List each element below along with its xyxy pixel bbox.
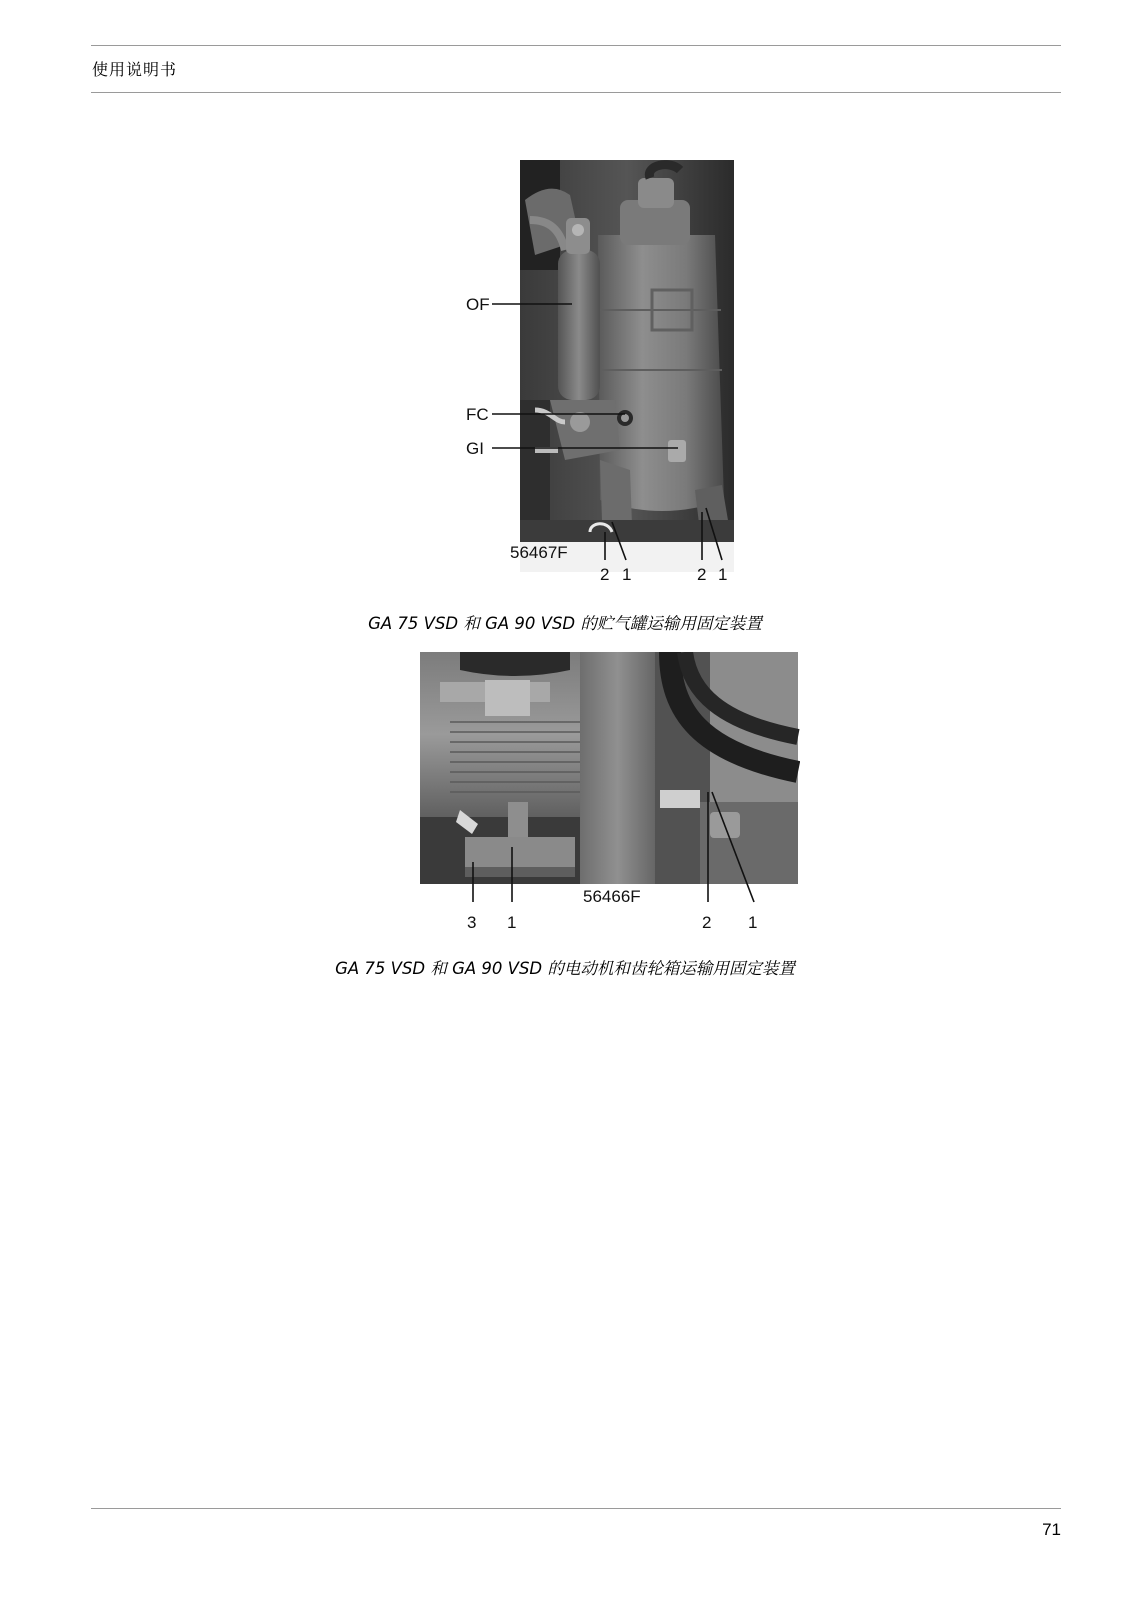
figure2-callout: 1 bbox=[507, 913, 517, 932]
figure1-image-code: 56467F bbox=[510, 543, 568, 562]
header-bottom-rule bbox=[91, 92, 1061, 93]
figure1-callout: 2 bbox=[600, 565, 610, 584]
figure1-callout: 1 bbox=[718, 565, 728, 584]
page-number: 71 bbox=[1042, 1520, 1061, 1539]
figure2-callout: 1 bbox=[748, 913, 758, 932]
figure1-callout: 1 bbox=[622, 565, 632, 584]
label-fc: FC bbox=[466, 405, 489, 424]
air-receiver-photo bbox=[440, 160, 800, 600]
figure2-image-code: 56466F bbox=[583, 887, 641, 906]
label-gi: GI bbox=[466, 439, 484, 458]
footer-rule bbox=[91, 1508, 1061, 1509]
figure-air-receiver bbox=[440, 160, 800, 600]
header-title: 使用说明书 bbox=[92, 60, 178, 79]
figure2-callout: 2 bbox=[702, 913, 712, 932]
figure2-callout: 3 bbox=[467, 913, 477, 932]
motor-gearbox-photo bbox=[420, 652, 800, 942]
figure1-callout: 2 bbox=[697, 565, 707, 584]
figure2-caption: GA 75 VSD 和 GA 90 VSD 的电动机和齿轮箱运输用固定装置 bbox=[335, 959, 795, 978]
header-top-rule bbox=[91, 45, 1061, 46]
figure-motor-gearbox bbox=[420, 652, 800, 942]
label-of: OF bbox=[466, 295, 490, 314]
figure1-caption: GA 75 VSD 和 GA 90 VSD 的贮气罐运输用固定装置 bbox=[368, 614, 762, 633]
